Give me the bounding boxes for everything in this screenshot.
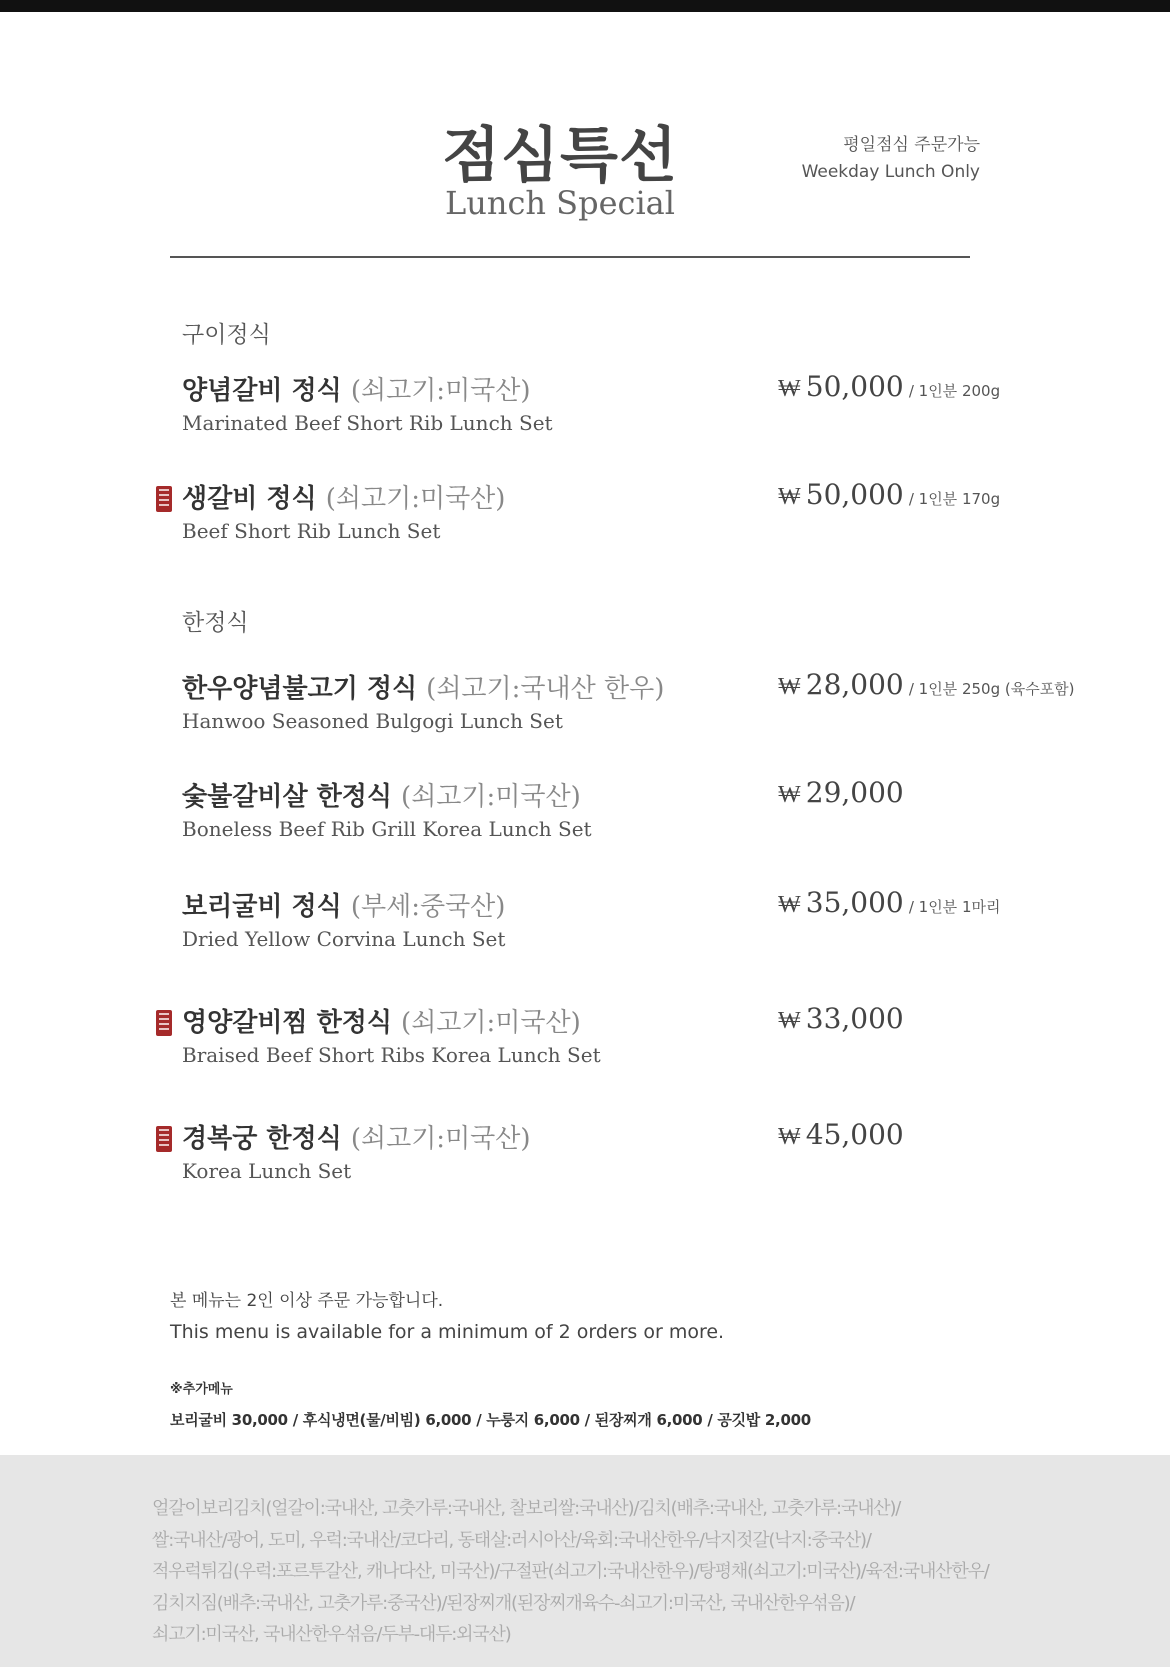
origin-info-line: 쇠고기:미국산, 국내산한우섞음/두부-대두:외국산) [152,1624,511,1645]
menu-item [182,1118,1042,1183]
item-name: 영양갈비찜 한정식 (쇠고기:미국산) [182,1008,581,1038]
extra-menu [170,1378,811,1430]
notice-en: This menu is available for a minimum of 2 orders or more. [170,1321,725,1343]
menu-item [182,668,1075,733]
origin-info-line: 적우럭튀김(우럭:포르투갈산, 캐나다산, 미국산)/구절판(쇠고기:국내산한우)/탕평채(쇠고기:미국산)/육전:국내산한우/ [152,1561,989,1582]
signature-badge-icon [156,486,172,512]
item-price: ₩ 45,000 [778,1118,904,1151]
section-heading-set: 한정식 [182,610,249,636]
page-subtitle: Lunch Special [445,184,675,222]
item-name-en: Dried Yellow Corvina Lunch Set [182,927,506,951]
minimum-order-notice [170,1286,724,1343]
signature-badge-icon [156,1010,172,1036]
availability-ko: 평일점심 주문가능 [843,135,980,155]
item-price: ₩ 28,000 / 1인분 250g (육수포함) [778,668,1075,701]
menu-item [182,1002,1042,1067]
item-name-en: Boneless Beef Rib Grill Korea Lunch Set [182,817,592,841]
item-price: ₩ 50,000 / 1인분 170g [778,478,1001,511]
notice-ko: 본 메뉴는 2인 이상 주문 가능합니다. [170,1291,444,1311]
origin-info-line: 얼갈이보리김치(얼갈이:국내산, 고춧가루:국내산, 찰보리쌀:국내산)/김치(배추:국내산, 고춧가루:국내산)/ [152,1498,901,1519]
item-price: ₩ 29,000 [778,776,904,809]
origin-info-panel [0,1455,1170,1667]
extra-menu-list: 보리굴비 30,000 / 후식냉면(물/비빔) 6,000 / 누룽지 6,000 / 된장찌개 6,000 / 공깃밥 2,000 [170,1411,811,1429]
menu-item [182,776,1042,841]
menu-item [182,478,1042,543]
item-origin: (쇠고기:미국산) [401,782,581,812]
menu-item [182,370,1042,435]
item-price: ₩ 35,000 / 1인분 1마리 [778,886,1001,919]
item-name: 양념갈비 정식 (쇠고기:미국산) [182,376,531,406]
item-name-en: Beef Short Rib Lunch Set [182,519,441,543]
signature-badge-icon [156,1126,172,1152]
item-price: ₩ 33,000 [778,1002,904,1035]
item-name-en: Braised Beef Short Ribs Korea Lunch Set [182,1043,601,1067]
origin-info-text [152,1493,1102,1651]
origin-info-line: 김치지짐(배추:국내산, 고춧가루:중국산)/된장찌개(된장찌개육수-쇠고기:미국산, 국내산한우섞음)/ [152,1592,855,1614]
item-origin: (쇠고기:미국산) [325,484,506,514]
item-origin: (부세:중국산) [350,892,506,922]
extra-menu-label: ※추가메뉴 [170,1382,233,1397]
item-name: 보리굴비 정식 (부세:중국산) [182,892,506,922]
item-price: ₩ 50,000 / 1인분 200g [778,370,1001,403]
item-origin: (쇠고기:미국산) [350,1124,531,1154]
item-name-en: Korea Lunch Set [182,1159,352,1183]
menu-item [182,886,1042,951]
top-bar [0,0,1170,12]
availability-en: Weekday Lunch Only [801,162,980,182]
item-name: 숯불갈비살 한정식 (쇠고기:미국산) [182,782,581,812]
page-title: 점심특선 [442,121,678,191]
item-name: 경복궁 한정식 (쇠고기:미국산) [182,1124,531,1154]
section-heading-grill: 구이정식 [182,322,271,348]
item-origin: (쇠고기:미국산) [401,1008,581,1038]
header-divider [170,256,970,258]
item-name: 생갈비 정식 (쇠고기:미국산) [182,484,506,514]
item-name-en: Hanwoo Seasoned Bulgogi Lunch Set [182,709,563,733]
item-name-en: Marinated Beef Short Rib Lunch Set [182,411,553,435]
item-name: 한우양념불고기 정식 (쇠고기:국내산 한우) [182,674,665,704]
availability-note [802,132,980,186]
origin-info-line: 쌀:국내산/광어, 도미, 우럭:국내산/코다리, 동태살:러시아산/육회:국내산한우/낙지젓갈(낙지:중국산)/ [152,1529,871,1551]
item-origin: (쇠고기:국내산 한우) [426,674,665,704]
item-origin: (쇠고기:미국산) [350,376,531,406]
